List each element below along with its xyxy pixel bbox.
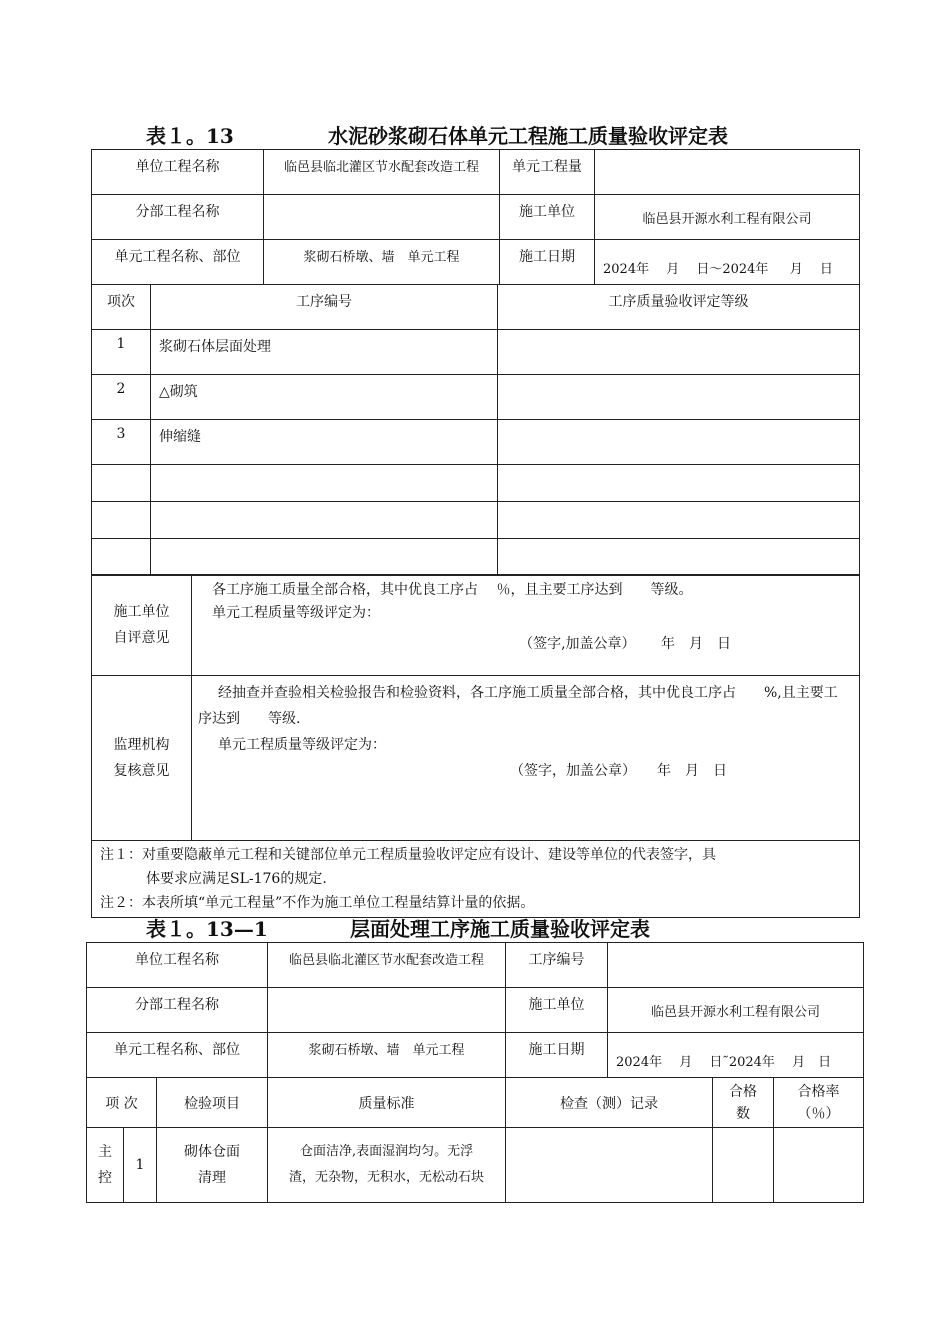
self-eval-line2: 单元工程质量等级评定为： <box>212 605 380 621</box>
form2-title: 层面处理工序施工质量验收评定表 <box>350 917 650 941</box>
col-item-header: 项 次 <box>87 1078 157 1128</box>
supervisor-content[interactable] <box>192 676 860 841</box>
supervisor-line1: 经抽查并查验相关检验报告和检验资料，各工序施工质量全部合格，其中优良工序占 %,且主要工序达到 等级. <box>198 685 838 727</box>
col-record-header: 检查（测）记录 <box>506 1078 713 1128</box>
col-item-header: 项次 <box>92 285 151 330</box>
form2-process-no-label: 工序编号 <box>506 943 608 988</box>
form2-division-label: 分部工程名称 <box>87 988 268 1033</box>
supervisor-label-line2: 复核意见 <box>113 763 170 779</box>
row1-check-item-line2: 清理 <box>198 1170 227 1186</box>
row-number: 2 <box>92 375 151 420</box>
division-label: 分部工程名称 <box>92 195 264 240</box>
col-pass-rate-line2: （％） <box>797 1105 840 1122</box>
self-eval-signature: （签字,加盖公章） 年 月 日 <box>519 636 731 652</box>
form2-title-number: 表１。13—1 <box>146 917 268 941</box>
contractor-label: 施工单位 <box>500 195 595 240</box>
form2-inspection-table <box>86 1077 864 1203</box>
form2-element-name-label: 单元工程名称、部位 <box>87 1033 268 1078</box>
row-grade[interactable] <box>498 420 860 465</box>
element-qty-value[interactable] <box>595 150 860 195</box>
table-row <box>87 1128 864 1203</box>
self-eval-content[interactable] <box>192 575 860 676</box>
unit-project-value[interactable]: 临邑县临北灌区节水配套改造工程 <box>264 150 500 195</box>
form1-title-number: 表１。13 <box>146 124 234 148</box>
form2-process-no-value[interactable] <box>608 943 864 988</box>
form2-unit-project-value[interactable]: 临邑县临北灌区节水配套改造工程 <box>268 943 506 988</box>
col-pass-count-header <box>713 1078 774 1128</box>
unit-project-label: 单位工程名称 <box>92 150 264 195</box>
note1-line2: 体要求应满足SL-176的规定. <box>146 871 327 887</box>
form2-contractor-value[interactable]: 临邑县开源水利工程有限公司 <box>608 988 864 1033</box>
self-eval-line1: 各工序施工质量全部合格，其中优良工序占 ％，且主要工序达到 等级。 <box>212 582 693 598</box>
row1-pass-count[interactable] <box>713 1128 774 1203</box>
col-pass-count-line1: 合格 <box>729 1083 758 1100</box>
col-pass-count-line2: 数 <box>736 1105 751 1122</box>
table-row <box>92 420 860 465</box>
row1-check-item <box>157 1128 268 1203</box>
table-row <box>92 465 860 502</box>
row-grade[interactable] <box>498 502 860 539</box>
row-number <box>92 465 151 502</box>
element-name-value[interactable]: 浆砌石桥墩、墙 单元工程 <box>264 240 500 285</box>
row1-record[interactable] <box>506 1128 713 1203</box>
main-control-line1: 主 <box>98 1144 112 1160</box>
form2-date-value[interactable]: 2024年 月 日˜2024年 月 日 <box>608 1033 864 1078</box>
supervisor-label-line1: 监理机构 <box>113 737 170 753</box>
table-row <box>92 539 860 576</box>
row1-number: 1 <box>124 1128 157 1203</box>
form2-header-table <box>86 942 864 1078</box>
row-number: 1 <box>92 330 151 375</box>
row-process: 浆砌石体层面处理 <box>151 330 498 375</box>
col-check-item-header: 检验项目 <box>157 1078 268 1128</box>
form2-unit-project-label: 单位工程名称 <box>87 943 268 988</box>
division-value[interactable] <box>264 195 500 240</box>
row-process[interactable] <box>151 502 498 539</box>
row-grade[interactable] <box>498 539 860 576</box>
table-row <box>92 502 860 539</box>
form1-process-table <box>91 284 860 576</box>
note2: 注２：本表所填“单元工程量”不作为施工单位工程量结算计量的依据。 <box>100 895 535 911</box>
row1-standard-line1: 仓面洁净,表面湿润均匀。无浮 <box>299 1144 474 1159</box>
col-pass-rate-line1: 合格率 <box>797 1083 840 1100</box>
col-standard-header: 质量标准 <box>268 1078 506 1128</box>
form1-notes <box>92 841 860 918</box>
row-process: △砌筑 <box>151 375 498 420</box>
note1-line1: 注１：对重要隐蔽单元工程和关键部位单元工程质量验收评定应有设计、建设等单位的代表签字，具 <box>100 847 716 863</box>
form2-date-label: 施工日期 <box>506 1033 608 1078</box>
table-row <box>92 330 860 375</box>
row-grade[interactable] <box>498 330 860 375</box>
row1-check-item-line1: 砌体仓面 <box>184 1144 241 1160</box>
main-control-label <box>87 1128 124 1203</box>
row1-pass-rate[interactable] <box>774 1128 864 1203</box>
row1-standard-line2: 渣，无杂物，无积水，无松动石块 <box>289 1170 485 1185</box>
date-label: 施工日期 <box>500 240 595 285</box>
row1-standard <box>268 1128 506 1203</box>
row-process: 伸缩缝 <box>151 420 498 465</box>
form1-title: 水泥砂浆砌石体单元工程施工质量验收评定表 <box>328 124 728 148</box>
form1-header-table <box>91 149 860 285</box>
table-row <box>92 375 860 420</box>
supervisor-line2: 单元工程质量等级评定为： <box>218 737 386 753</box>
row-number: 3 <box>92 420 151 465</box>
form1-opinion-table <box>91 574 860 918</box>
col-pass-rate-header <box>774 1078 864 1128</box>
row-grade[interactable] <box>498 375 860 420</box>
contractor-value[interactable]: 临邑县开源水利工程有限公司 <box>595 195 860 240</box>
row-number <box>92 502 151 539</box>
main-control-line2: 控 <box>98 1170 112 1186</box>
date-value[interactable]: 2024年 月 日～2024年 月 日 <box>595 240 860 285</box>
row-process[interactable] <box>151 465 498 502</box>
element-name-label: 单元工程名称、部位 <box>92 240 264 285</box>
self-eval-label-line1: 施工单位 <box>113 604 170 620</box>
form2-contractor-label: 施工单位 <box>506 988 608 1033</box>
row-grade[interactable] <box>498 465 860 502</box>
supervisor-signature: （签字，加盖公章） 年 月 日 <box>510 763 727 779</box>
self-eval-label <box>92 575 192 676</box>
element-qty-label: 单元工程量 <box>500 150 595 195</box>
form2-element-name-value[interactable]: 浆砌石桥墩、墙 单元工程 <box>268 1033 506 1078</box>
supervisor-label <box>92 676 192 841</box>
row-process[interactable] <box>151 539 498 576</box>
col-process-header: 工序编号 <box>151 285 498 330</box>
form2-division-value[interactable] <box>268 988 506 1033</box>
col-grade-header: 工序质量验收评定等级 <box>498 285 860 330</box>
row-number <box>92 539 151 576</box>
self-eval-label-line2: 自评意见 <box>113 630 170 646</box>
